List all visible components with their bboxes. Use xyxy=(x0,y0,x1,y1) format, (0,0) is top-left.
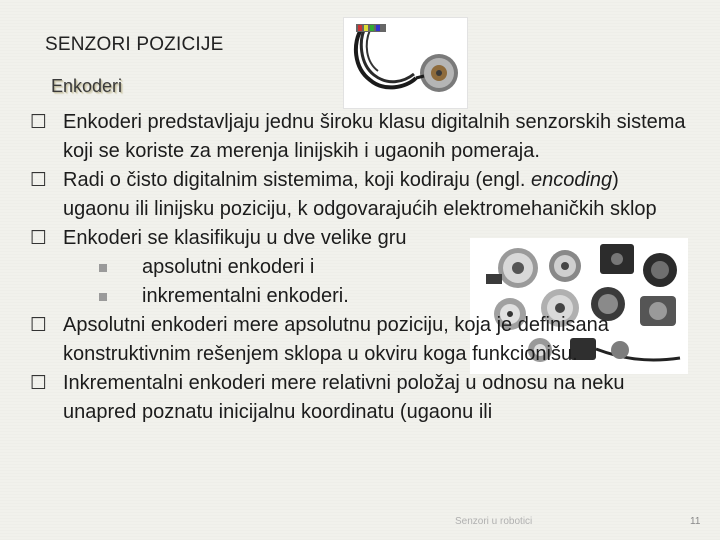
bullet-paragraph xyxy=(30,224,690,253)
square-bullet-icon xyxy=(99,264,107,272)
bullet-paragraph xyxy=(30,311,690,369)
bullet-paragraph xyxy=(30,166,690,224)
sub-bullet-item xyxy=(30,282,690,311)
slide-subtitle: Enkoderi xyxy=(51,76,123,96)
paragraph-text: Enkoderi se klasifikuju u dve velike gru xyxy=(63,227,407,249)
paragraph-text-start: Radi o čisto digitalnim sistemima, koji kodiraju (engl. xyxy=(63,169,531,191)
checkbox-bullet-icon: ☐ xyxy=(30,372,48,394)
slide-title: SENZORI POZICIJE xyxy=(45,34,224,55)
sub-bullet-item xyxy=(30,253,690,282)
paragraph-text: Inkrementalni enkoderi mere relativni položaj u odnosu na neku unapred poznatu inicijalnu koordinatu (ugaonu ili xyxy=(63,372,625,423)
sub-bullet-text: apsolutni enkoderi i xyxy=(142,256,315,278)
paragraph-italic-term: encoding xyxy=(530,169,613,191)
encoder-cable-photo xyxy=(343,17,468,109)
checkbox-bullet-icon: ☐ xyxy=(30,111,48,133)
slide-content xyxy=(30,108,690,427)
sub-bullet-text: inkrementalni enkoderi. xyxy=(142,285,349,307)
paragraph-text: Enkoderi predstavljaju jednu široku klasu digitalnih senzorskih sistema koji se koriste za merenja linijskih i ugaonih pomeraja. xyxy=(63,111,686,162)
checkbox-bullet-icon: ☐ xyxy=(30,314,48,336)
page-number: 11 xyxy=(690,516,701,527)
bullet-paragraph xyxy=(30,108,690,166)
checkbox-bullet-icon: ☐ xyxy=(30,227,48,249)
checkbox-bullet-icon: ☐ xyxy=(30,169,48,191)
paragraph-text: Apsolutni enkoderi mere apsolutnu poziciju, koja je definisana konstruktivnim rešenjem sklopa u okviru koga funkcionišu. xyxy=(63,314,609,365)
square-bullet-icon xyxy=(99,293,107,301)
slide-footer: Senzori u robotici xyxy=(455,516,533,527)
encoder-cable-illustration xyxy=(344,18,467,108)
bullet-paragraph xyxy=(30,369,690,427)
paragraph-text-end: ) ugaonu ili linijsku poziciju, k odgovarajućih elektromehaničkih sklop xyxy=(63,169,657,220)
